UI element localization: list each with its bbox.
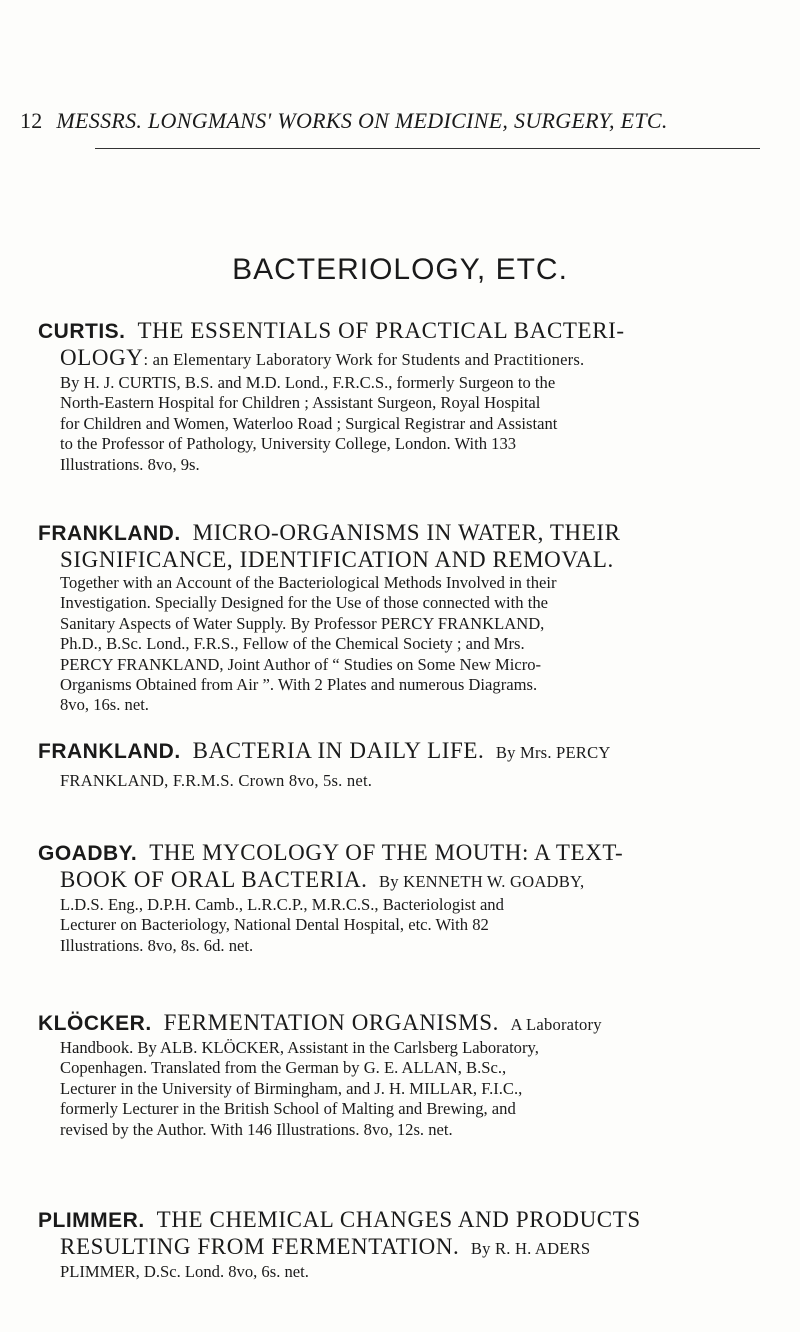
book-entry-curtis [38,318,770,475]
running-header [20,108,780,134]
description-line: North-Eastern Hospital for Children ; Assistant Surgeon, Royal Hospital [60,393,541,413]
description-line: 8vo, 16s. net. [60,695,149,715]
description-line: Together with an Account of the Bacteriological Methods Involved in their [60,573,557,592]
entry-heading-continued [60,1234,770,1262]
entry-heading-continued [60,867,770,895]
description-line: Illustrations. 8vo, 9s. [60,454,200,474]
description-line: Illustrations. 8vo, 8s. 6d. net. [60,935,254,955]
entry-byline: By R. H. ADERS [470,1239,591,1258]
book-entry-goadby [38,840,770,956]
entry-heading [38,1207,770,1234]
description-line: revised by the Author. With 146 Illustrations. 8vo, 12s. net. [60,1119,453,1139]
description-line: Lecturer in the University of Birmingham, and J. H. MILLAR, F.I.C., [60,1078,523,1098]
entry-subtitle: : an Elementary Laboratory Work for Students and Practitioners. [143,350,585,369]
entry-description [60,1038,770,1140]
description-line: Sanitary Aspects of Water Supply. By Professor PERCY FRANKLAND, [60,613,545,633]
entry-author: FRANKLAND. [38,740,181,763]
description-line: Ph.D., B.Sc. Lond., F.R.S., Fellow of the Chemical Society ; and Mrs. [60,634,525,654]
book-entry-klocker [38,1010,770,1140]
entry-title: FERMENTATION ORGANISMS. [163,1010,499,1035]
entry-author: PLIMMER. [38,1209,145,1232]
description-line: PERCY FRANKLAND, Joint Author of “ Studies on Some New Micro- [60,654,542,674]
description-line: for Children and Women, Waterloo Road ; Surgical Registrar and Assistant [60,413,558,433]
entry-description [60,895,770,956]
entry-heading [38,318,770,345]
entry-byline: By KENNETH W. GOADBY, [379,872,585,891]
entry-subtitle: A Laboratory [510,1015,602,1034]
description-line: Lecturer on Bacteriology, National Dental Hospital, etc. With 82 [60,915,489,935]
entry-heading [38,738,770,766]
entry-title: THE ESSENTIALS OF PRACTICAL BACTERI- [137,318,625,343]
entry-author: CURTIS. [38,320,126,343]
running-title: MESSRS. LONGMANS' WORKS ON MEDICINE, SURGERY, ETC. [56,108,668,133]
description-line: L.D.S. Eng., D.P.H. Camb., L.R.C.P., M.R.C.S., Bacteriologist and [60,895,504,914]
entry-title-cont: RESULTING FROM FERMENTATION. [60,1234,460,1259]
header-rule [95,148,760,149]
description-line: Copenhagen. Translated from the German by G. E. ALLAN, B.Sc., [60,1058,507,1078]
entry-title-cont: BOOK OF ORAL BACTERIA. [60,867,368,892]
entry-title-cont: SIGNIFICANCE, IDENTIFICATION AND REMOVAL. [60,547,614,572]
entry-title: MICRO-ORGANISMS IN WATER, THEIR [192,520,621,545]
entry-byline: By Mrs. PERCY [495,743,611,762]
book-entry-plimmer [38,1207,770,1282]
entry-author: FRANKLAND. [38,522,181,545]
section-title: BACTERIOLOGY, ETC. [232,253,568,286]
description-line: Investigation. Specially Designed for the Use of those connected with the [60,593,549,613]
entry-description [60,373,770,475]
entry-title: BACTERIA IN DAILY LIFE. [192,738,485,763]
description-line: PLIMMER, D.Sc. Lond. 8vo, 6s. net. [60,1262,309,1281]
book-entry-frankland-micro-organisms [38,520,770,716]
description-line: By H. J. CURTIS, B.S. and M.D. Lond., F.R.C.S., formerly Surgeon to the [60,373,556,392]
entry-author: GOADBY. [38,842,138,865]
description-line: to the Professor of Pathology, University College, London. With 133 [60,434,517,454]
entry-description [60,1262,770,1282]
entry-heading [38,840,770,867]
entry-heading-continued [60,345,770,373]
entry-byline-cont: FRANKLAND, F.R.M.S. Crown 8vo, 5s. net. [60,771,373,790]
entry-heading-continued [60,766,770,794]
entry-title-cont: OLOGY [60,345,144,370]
entry-heading [38,520,770,547]
entry-heading-continued [60,547,770,573]
entry-description [60,573,770,716]
entry-heading [38,1010,770,1038]
book-entry-frankland-bacteria [38,738,770,794]
entry-title: THE CHEMICAL CHANGES AND PRODUCTS [156,1207,641,1232]
description-line: Organisms Obtained from Air ”. With 2 Plates and numerous Diagrams. [60,675,538,695]
entry-author: KLÖCKER. [38,1012,152,1035]
description-line: Handbook. By ALB. KLÖCKER, Assistant in the Carlsberg Laboratory, [60,1038,539,1057]
entry-title: THE MYCOLOGY OF THE MOUTH: A TEXT- [149,840,624,865]
page-number: 12 [20,108,43,133]
description-line: formerly Lecturer in the British School of Malting and Brewing, and [60,1099,516,1119]
